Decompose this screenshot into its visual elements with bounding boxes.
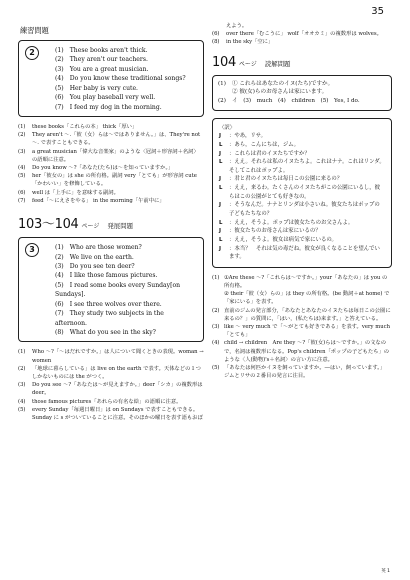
right-column	[212, 22, 392, 380]
reading-section-heading	[212, 55, 392, 70]
note-text: like ～ very much で「～がとても好きである」を表す。very much「とても」	[224, 324, 390, 339]
footer-code: 英 1	[381, 569, 390, 574]
continued-notes	[212, 22, 392, 47]
exercise-item: (7) They study two subjects in the afternoon.	[55, 310, 164, 327]
note-number: (5)	[212, 365, 220, 372]
speaker: L	[219, 185, 223, 192]
answer-item	[218, 88, 386, 97]
note-text: Who ～?「～はだれですか。」は人について聞くときの表現。woman → women	[32, 349, 204, 364]
note-text: those famous pictures「あれらの有名な絵」の語順に注意。	[32, 398, 182, 405]
note-item	[18, 406, 204, 422]
note-text: her「彼女の」は she の所有格。副詞 very「とても」が形容詞 cute「かわいい」を修飾している。	[32, 173, 197, 188]
note-text: ①Are these ～?「これらは～ですか。」your「あなたの」は you の所有格。	[224, 274, 388, 290]
note-item	[212, 364, 392, 380]
note-text: Do you see ～?「あなたは～が見えますか。」deer「シカ」の複数形は deer。	[32, 382, 203, 397]
translation-box	[212, 118, 392, 268]
answer-item	[218, 80, 386, 89]
note-text: child → children Are they ～?「彼(女)らは～ですか。」の文なので，名詞は複数形になる。Pop's children「ポップの子どもたち」のような〈人(動物)'s＋名詞〉の言い方に注意。	[224, 340, 390, 363]
note-number: (2)	[18, 365, 26, 372]
answer-box	[212, 75, 392, 111]
dialogue-text: ：本当？ それは気の毒だね。彼女が良くなることを望んでいます。	[229, 245, 380, 261]
note-number: (2)	[212, 307, 220, 314]
dialogue-line	[219, 150, 385, 159]
exercise-item: (4) I like those famous pictures.	[55, 272, 158, 280]
note-text: over there「むこうに」 wolf「オオカミ」の複数形は wolves。	[226, 31, 382, 38]
note-text: Do you know ～?「あなた(たち)は～を知っていますか。」	[32, 165, 174, 172]
note-number: (6)	[212, 31, 220, 38]
exercise-3-notes	[18, 348, 204, 422]
translation-label: 〈訳〉	[219, 124, 236, 131]
speaker: J	[219, 245, 222, 252]
answer-item	[218, 97, 386, 106]
dialogue-line	[219, 132, 385, 141]
answer-number: (2)	[218, 97, 226, 104]
dialogue-line	[219, 245, 385, 262]
note-item	[212, 307, 392, 323]
speaker: J	[219, 176, 222, 183]
note-text: a great musician「偉大な音楽家」のような〈冠詞＋形容詞＋名詞〉の語順に注意。	[32, 148, 199, 163]
note-item	[18, 365, 204, 381]
dialogue-line	[219, 201, 385, 218]
section-category: 読解問題	[264, 59, 291, 68]
note-item	[212, 339, 392, 364]
note-item	[18, 131, 204, 147]
dialogue-text: ：あら，こんにちは，ジム。	[229, 141, 300, 148]
note-number: (5)	[18, 406, 26, 413]
dialogue-line	[219, 184, 385, 201]
note-number: (1)	[212, 274, 220, 281]
note-number	[212, 290, 224, 306]
note-item	[18, 381, 204, 397]
note-number: (4)	[18, 398, 26, 405]
dialogue-text: ：ええ。それらは私のイヌたちよ。これはナナ。これはリンダ。そしてこれはポップよ。	[229, 159, 385, 174]
speaker: L	[219, 236, 223, 243]
exercise-item: (2) We live on the earth.	[55, 253, 134, 261]
page-range: 103〜104	[18, 217, 79, 233]
note-item	[18, 123, 204, 131]
note-number: (6)	[18, 189, 26, 196]
speaker: J	[219, 150, 222, 157]
exercise-item: (6) You play baseball very well.	[55, 94, 156, 102]
dialogue-text: ：ええ，そうよ。ポップは彼女たちのお父さんよ。	[229, 219, 354, 226]
dialogue-text: ：君と君のイヌたちは毎日この公園に来るの？	[229, 176, 343, 183]
exercise-2-box	[18, 40, 204, 117]
note-text: well は「上手に」を意味する副詞。	[32, 189, 119, 196]
dialogue-line	[219, 158, 385, 175]
note-number: (4)	[212, 340, 220, 347]
note-text: 直前のジムの発言部分，「あなたとあなたのイヌたちは毎日この公園に来るの？」の質問に，「はい，(私たちは)来ます。」と答えている。	[224, 307, 391, 322]
exercise-item: (6) I see three wolves over there.	[55, 300, 162, 308]
dialogue-text: ：ええ，来るわ。たくさんのイヌたちがこの公園にいるし，彼らはこの公園がとても好きなの。	[229, 185, 381, 200]
section-category: 発展問題	[107, 222, 133, 231]
note-number: (1)	[18, 349, 26, 356]
dialogue-text: ：そうなんだ。ナナとリンダは小さいね。彼女たちはポップの子どもたちなの？	[229, 202, 380, 217]
note-text: They aren't ～.「彼（女）らは～ではありません。」は、They're not ～. で表すこともできる。	[32, 132, 201, 147]
note-text: ② their「彼（女）らの」は they の所有格。(be 動詞＋at home) で「家にいる」を表す。	[224, 291, 390, 306]
note-text: 「あなたは何匹かイヌを飼っていますか。―はい，飼っています。」 ジムとリサの２番目の発言に注目。	[224, 365, 388, 380]
page-number: 35	[371, 6, 384, 17]
dialogue-line	[219, 219, 385, 228]
dialogue-line	[219, 141, 385, 150]
exercise-item: (1) Who are those women?	[55, 244, 142, 252]
practice-section-title: 練習問題	[20, 26, 49, 35]
note-item	[18, 197, 204, 205]
dialogue-line	[219, 227, 385, 236]
exercise-item: (3) You are a great musician.	[55, 65, 149, 73]
dialogue-text: ：やあ，リサ。	[229, 133, 267, 140]
note-text: えよう。	[226, 23, 248, 29]
answer-number: (1)	[218, 80, 226, 87]
note-text: these books「これらの本」 thick「厚い」	[32, 124, 138, 131]
speaker: L	[219, 219, 223, 226]
note-number: (3)	[212, 324, 220, 331]
note-text: feed「～にえさをやる」 in the morning「午前中に」	[32, 197, 165, 204]
speaker: J	[219, 202, 222, 209]
note-item	[212, 30, 392, 38]
note-number: (4)	[18, 165, 26, 172]
exercise-item: (5) I read some books every Sunday[on Sundays].	[55, 281, 181, 299]
note-text: every Sunday「毎週日曜日」は on Sundays で表すこともできる。Sunday に s がついていることに注意。そのほかの曜日を表す語もおぼ	[32, 406, 203, 422]
note-item	[212, 290, 392, 306]
note-item	[18, 164, 204, 172]
note-number: (2)	[18, 132, 26, 139]
circled-number-3: 3	[25, 243, 39, 257]
speaker: L	[219, 159, 223, 166]
reading-notes	[212, 274, 392, 381]
note-number: (8)	[212, 39, 220, 46]
advanced-section-heading	[18, 213, 204, 232]
note-item	[212, 38, 392, 46]
note-number: (5)	[18, 173, 26, 180]
note-number: (7)	[18, 197, 26, 204]
dialogue-line	[219, 175, 385, 184]
left-column	[18, 22, 204, 422]
exercise-item: (7) I feed my dog in the morning.	[55, 103, 162, 111]
answer-number	[218, 88, 232, 97]
circled-number-2: 2	[25, 46, 39, 60]
note-item	[18, 148, 204, 164]
dialogue-text: ：彼女たちのお母さんは家にいるの？	[229, 228, 321, 235]
note-text: 「地球に暮らしている」は live on the earth で表す。天体などの１つしかないものには the がつく。	[32, 365, 201, 381]
exercise-item: (5) Her baby is very cute.	[55, 84, 138, 92]
note-number	[212, 22, 226, 30]
exercise-3-box	[18, 237, 204, 342]
page-unit: ページ	[238, 60, 257, 68]
answer-text: ② 彼(女)らのお母さんは家にいます。	[232, 89, 328, 96]
note-item	[212, 323, 392, 339]
note-number: (1)	[18, 124, 26, 131]
exercise-item: (8) What do you see in the sky?	[55, 329, 156, 337]
speaker: J	[219, 133, 222, 140]
answer-text: イ (3) much (4) children (5) Yes, I do.	[232, 97, 360, 104]
note-item	[212, 22, 392, 30]
exercise-item: (4) Do you know these traditional songs?	[55, 75, 186, 83]
speaker: L	[219, 141, 223, 148]
exercise-item: (3) Do you see ten deer?	[55, 262, 135, 270]
dialogue-text: ：これらは君のイヌたちですか？	[229, 150, 310, 157]
note-item	[212, 274, 392, 290]
dialogue-text: ：ええ，そうよ。彼女は病気で家にいるの。	[229, 236, 337, 243]
note-item	[18, 172, 204, 188]
note-item	[18, 189, 204, 197]
exercise-item: (2) They aren't our teachers.	[55, 56, 148, 64]
exercise-item: (1) These books aren't thick.	[55, 47, 148, 54]
note-text: in the sky「空に」	[226, 39, 274, 46]
answer-text: ① これらはあなたのイヌ(たち)ですか。	[232, 80, 334, 87]
note-number: (3)	[18, 148, 26, 155]
page-unit: ページ	[81, 223, 100, 231]
note-item	[18, 348, 204, 364]
note-item	[18, 398, 204, 406]
speaker: J	[219, 228, 222, 235]
page-range: 104	[212, 54, 236, 70]
dialogue-line	[219, 236, 385, 245]
exercise-2-notes	[18, 123, 204, 205]
note-number: (3)	[18, 382, 26, 389]
